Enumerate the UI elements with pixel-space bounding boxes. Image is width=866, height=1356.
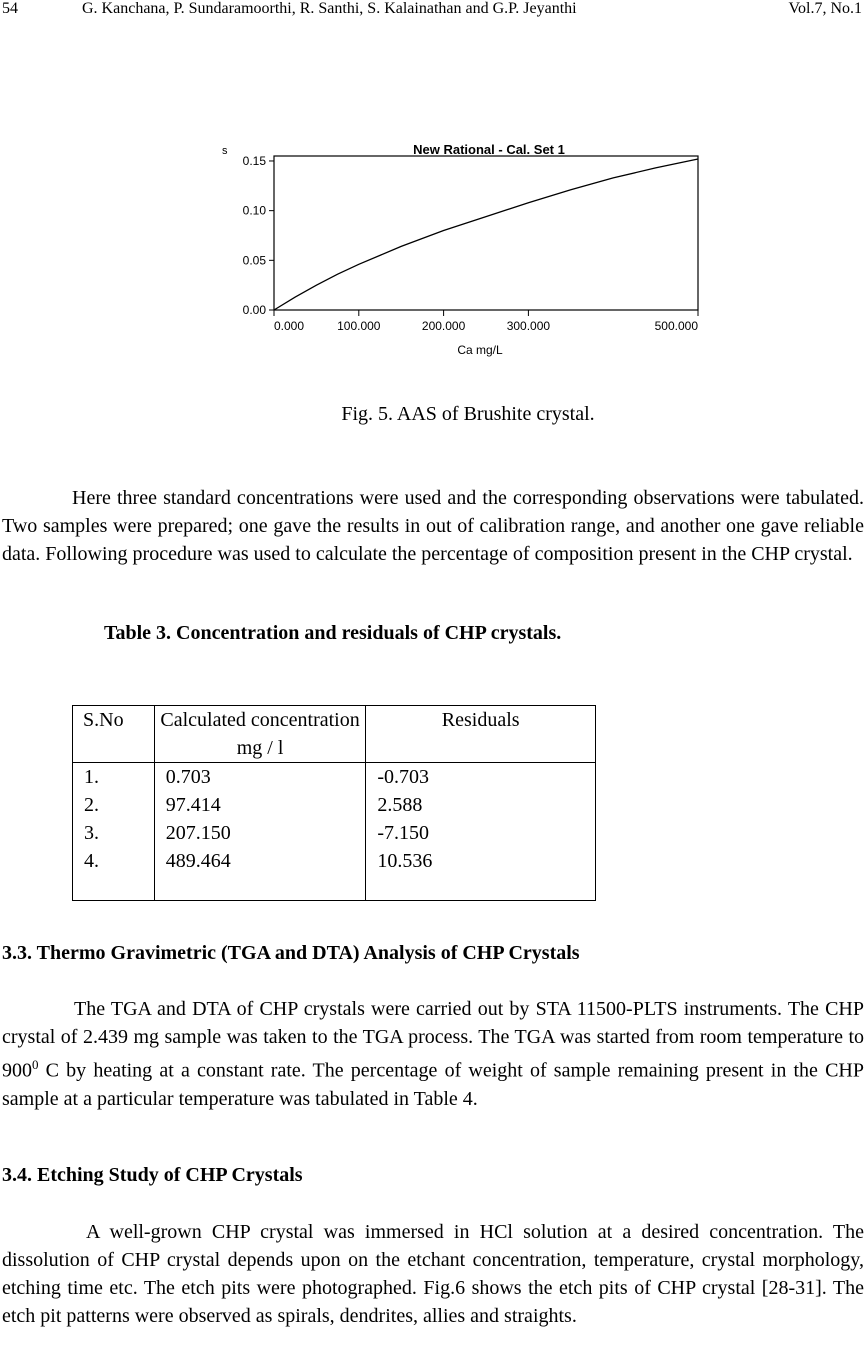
chart-x-axis: [274, 310, 698, 333]
table-cell-residual: 2.588: [377, 794, 423, 816]
table-cell-sno: 2.: [84, 794, 99, 816]
chart-y-axis: [243, 154, 274, 317]
chart-y-tick-label: 0.15: [242, 153, 266, 168]
paragraph-etching: [2, 1218, 864, 1330]
chart-y-tick-label: 0.00: [242, 303, 266, 317]
table-header-row: [73, 706, 596, 763]
paragraph-tga-text-a: The TGA and DTA of CHP crystals were carried out by STA 11500-PLTS instruments. The CHP crystal of 2.439 mg sample was taken to the TGA process. The TGA was started from room temperature to 900: [2, 998, 864, 1082]
table-cell-concentration: 207.150: [165, 822, 231, 844]
table-cell-residual: -7.150: [377, 822, 430, 844]
paragraph-etching-text: A well-grown CHP crystal was immersed in HCl solution at a desired concentration. The dissolution of CHP crystal depends upon on the etchant concentration, temperature, crystal morphology, etching time etc. The etch pits were photographed. Fig.6 shows the etch pits of CHP crystal [28-31]. The etch pit patterns were observed as spirals, dendrites, allies and straights.: [2, 1221, 864, 1327]
header-residuals: Residuals: [366, 706, 596, 763]
chart-title: New Rational - Cal. Set 1: [413, 142, 565, 157]
paragraph-tga-text-b: C by heating at a constant rate. The percentage of weight of sample remaining present in the CHP sample at a particular temperature was tabulated in Table 4.: [2, 1059, 864, 1110]
paragraph-intro: [2, 484, 864, 568]
table-cell-concentration: 97.414: [165, 794, 221, 816]
degree-superscript: 0: [32, 1057, 39, 1072]
sno-column: [73, 763, 155, 901]
section-heading-tga: 3.3. Thermo Gravimetric (TGA and DTA) Analysis of CHP Crystals: [2, 942, 580, 964]
chart-xlabel: Ca mg/L: [457, 343, 503, 357]
table-cell-residual: 10.536: [377, 850, 433, 872]
page-number: 54: [2, 0, 18, 17]
table-cell-concentration: 0.703: [165, 766, 211, 788]
running-header-authors: G. Kanchana, P. Sundaramoorthi, R. Santhi, S. Kalainathan and G.P. Jeyanthi: [82, 0, 577, 17]
chart-series-line: [274, 159, 698, 310]
chart-x-tick-label: 200.000: [421, 319, 466, 333]
table-title: Table 3. Concentration and residuals of CHP crystals.: [104, 622, 562, 644]
chart-y-tick-label: 0.10: [242, 203, 266, 218]
table-cell-concentration: 489.464: [165, 850, 231, 872]
chart-x-tick-label: 300.000: [506, 319, 551, 333]
concentration-column: [154, 763, 366, 901]
table-cell-sno: 4.: [84, 850, 99, 872]
paragraph-intro-text: Here three standard concentrations were used and the corresponding observations were tabulated. Two samples were prepared; one gave the results in out of calibration range, and another one gave reliable data. Following procedure was used to calculate the percentage of composition present in the CHP crystal.: [2, 487, 864, 565]
chart-x-tick-label: 100.000: [337, 319, 381, 333]
running-header-volume: Vol.7, No.1: [788, 0, 862, 17]
residuals-column: [366, 763, 596, 901]
header-sno: S.No: [73, 706, 155, 763]
chart-x-tick-label: 0.000: [274, 319, 305, 333]
section-heading-etching: 3.4. Etching Study of CHP Crystals: [2, 1164, 303, 1186]
header-concentration: Calculated concentration mg / l: [154, 706, 366, 763]
chart-x-tick-label: 500.000: [654, 319, 698, 333]
chart-ylabel-fragment: s: [222, 145, 228, 157]
concentration-table: [72, 705, 596, 901]
paragraph-tga: [2, 995, 864, 1113]
figure-caption: Fig. 5. AAS of Brushite crystal.: [341, 403, 595, 425]
table-cell-sno: 3.: [84, 822, 99, 844]
table-cell-residual: -0.703: [377, 766, 430, 788]
table-cell-sno: 1.: [84, 766, 99, 788]
chart-y-tick-label: 0.05: [242, 253, 266, 268]
chart-plot-frame: [274, 156, 698, 310]
calibration-chart: [218, 134, 708, 364]
table-row: [73, 763, 596, 901]
